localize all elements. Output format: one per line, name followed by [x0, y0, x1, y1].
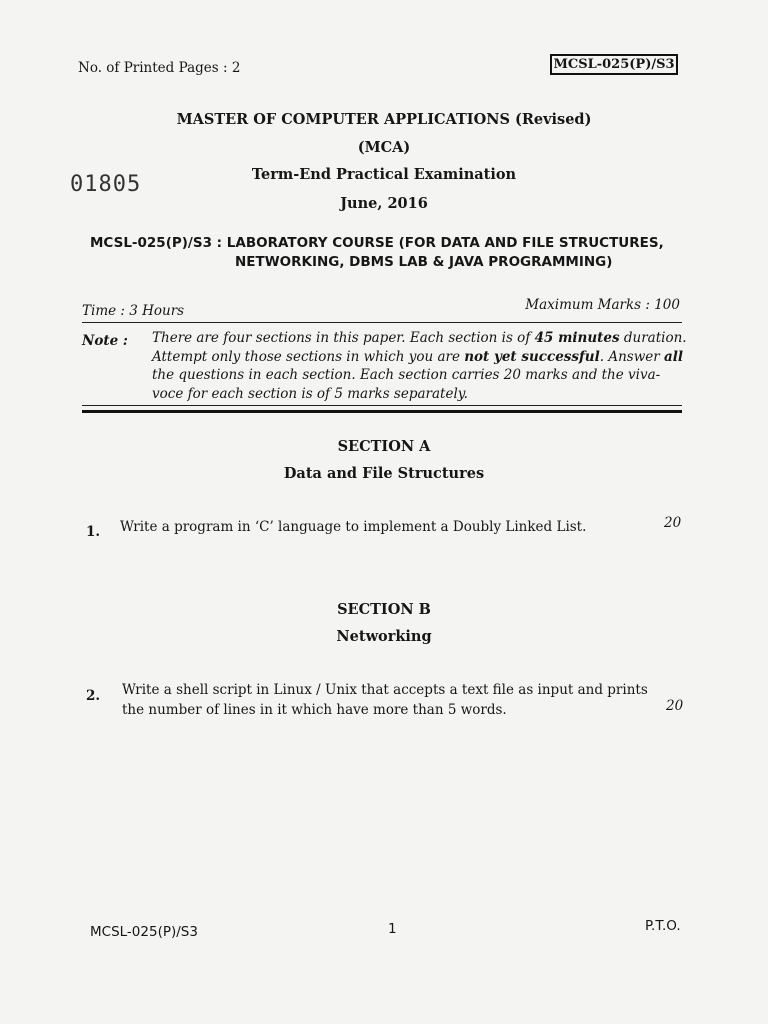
question-2-number: 2. [86, 688, 101, 704]
divider-double-upper [82, 405, 682, 406]
exam-session: June, 2016 [340, 195, 428, 212]
question-2-line2: the number of lines in it which have more than 5 words. [122, 702, 507, 718]
time-allowed: Time : 3 Hours [82, 303, 185, 319]
maximum-marks: Maximum Marks : 100 [525, 297, 680, 313]
paper-code-box: MCSL-025(P)/S3 [550, 54, 678, 75]
course-title-line2: NETWORKING, DBMS LAB & JAVA PROGRAMMING) [235, 254, 613, 270]
programme-abbr: (MCA) [357, 139, 411, 156]
section-a-heading: SECTION A [337, 438, 431, 455]
section-b-heading: SECTION B [337, 601, 431, 618]
footer-pto: P.T.O. [645, 918, 681, 934]
divider-double-lower [82, 410, 682, 413]
divider-top [82, 322, 682, 323]
question-1-marks: 20 [664, 515, 682, 531]
programme-title: MASTER OF COMPUTER APPLICATIONS (Revised) [176, 111, 592, 128]
footer-page-number: 1 [388, 921, 397, 937]
footer-paper-code: MCSL-025(P)/S3 [90, 924, 198, 940]
exam-type: Term-End Practical Examination [251, 166, 517, 183]
section-a-subject: Data and File Structures [283, 465, 485, 482]
section-b-subject: Networking [336, 628, 432, 645]
question-2-marks: 20 [666, 698, 684, 714]
question-1-text: Write a program in ‘C’ language to implement a Doubly Linked List. [120, 519, 587, 535]
note-text: There are four sections in this paper. Each section is of 45 minutes duration. Attempt only those sections in which you are not yet successful. Answer all the questions in each section. Each section carries 20 marks and the viva-voce for each section is of 5 marks separately. [152, 330, 687, 402]
paper-id-stamp: 01805 [70, 172, 142, 197]
printed-pages-text: No. of Printed Pages : 2 [78, 60, 241, 76]
note-label: Note : [82, 333, 128, 349]
course-title-line1: MCSL-025(P)/S3 : LABORATORY COURSE (FOR DATA AND FILE STRUCTURES, [90, 235, 664, 251]
question-1-number: 1. [86, 524, 101, 540]
question-2-line1: Write a shell script in Linux / Unix that accepts a text file as input and prints [122, 682, 648, 698]
